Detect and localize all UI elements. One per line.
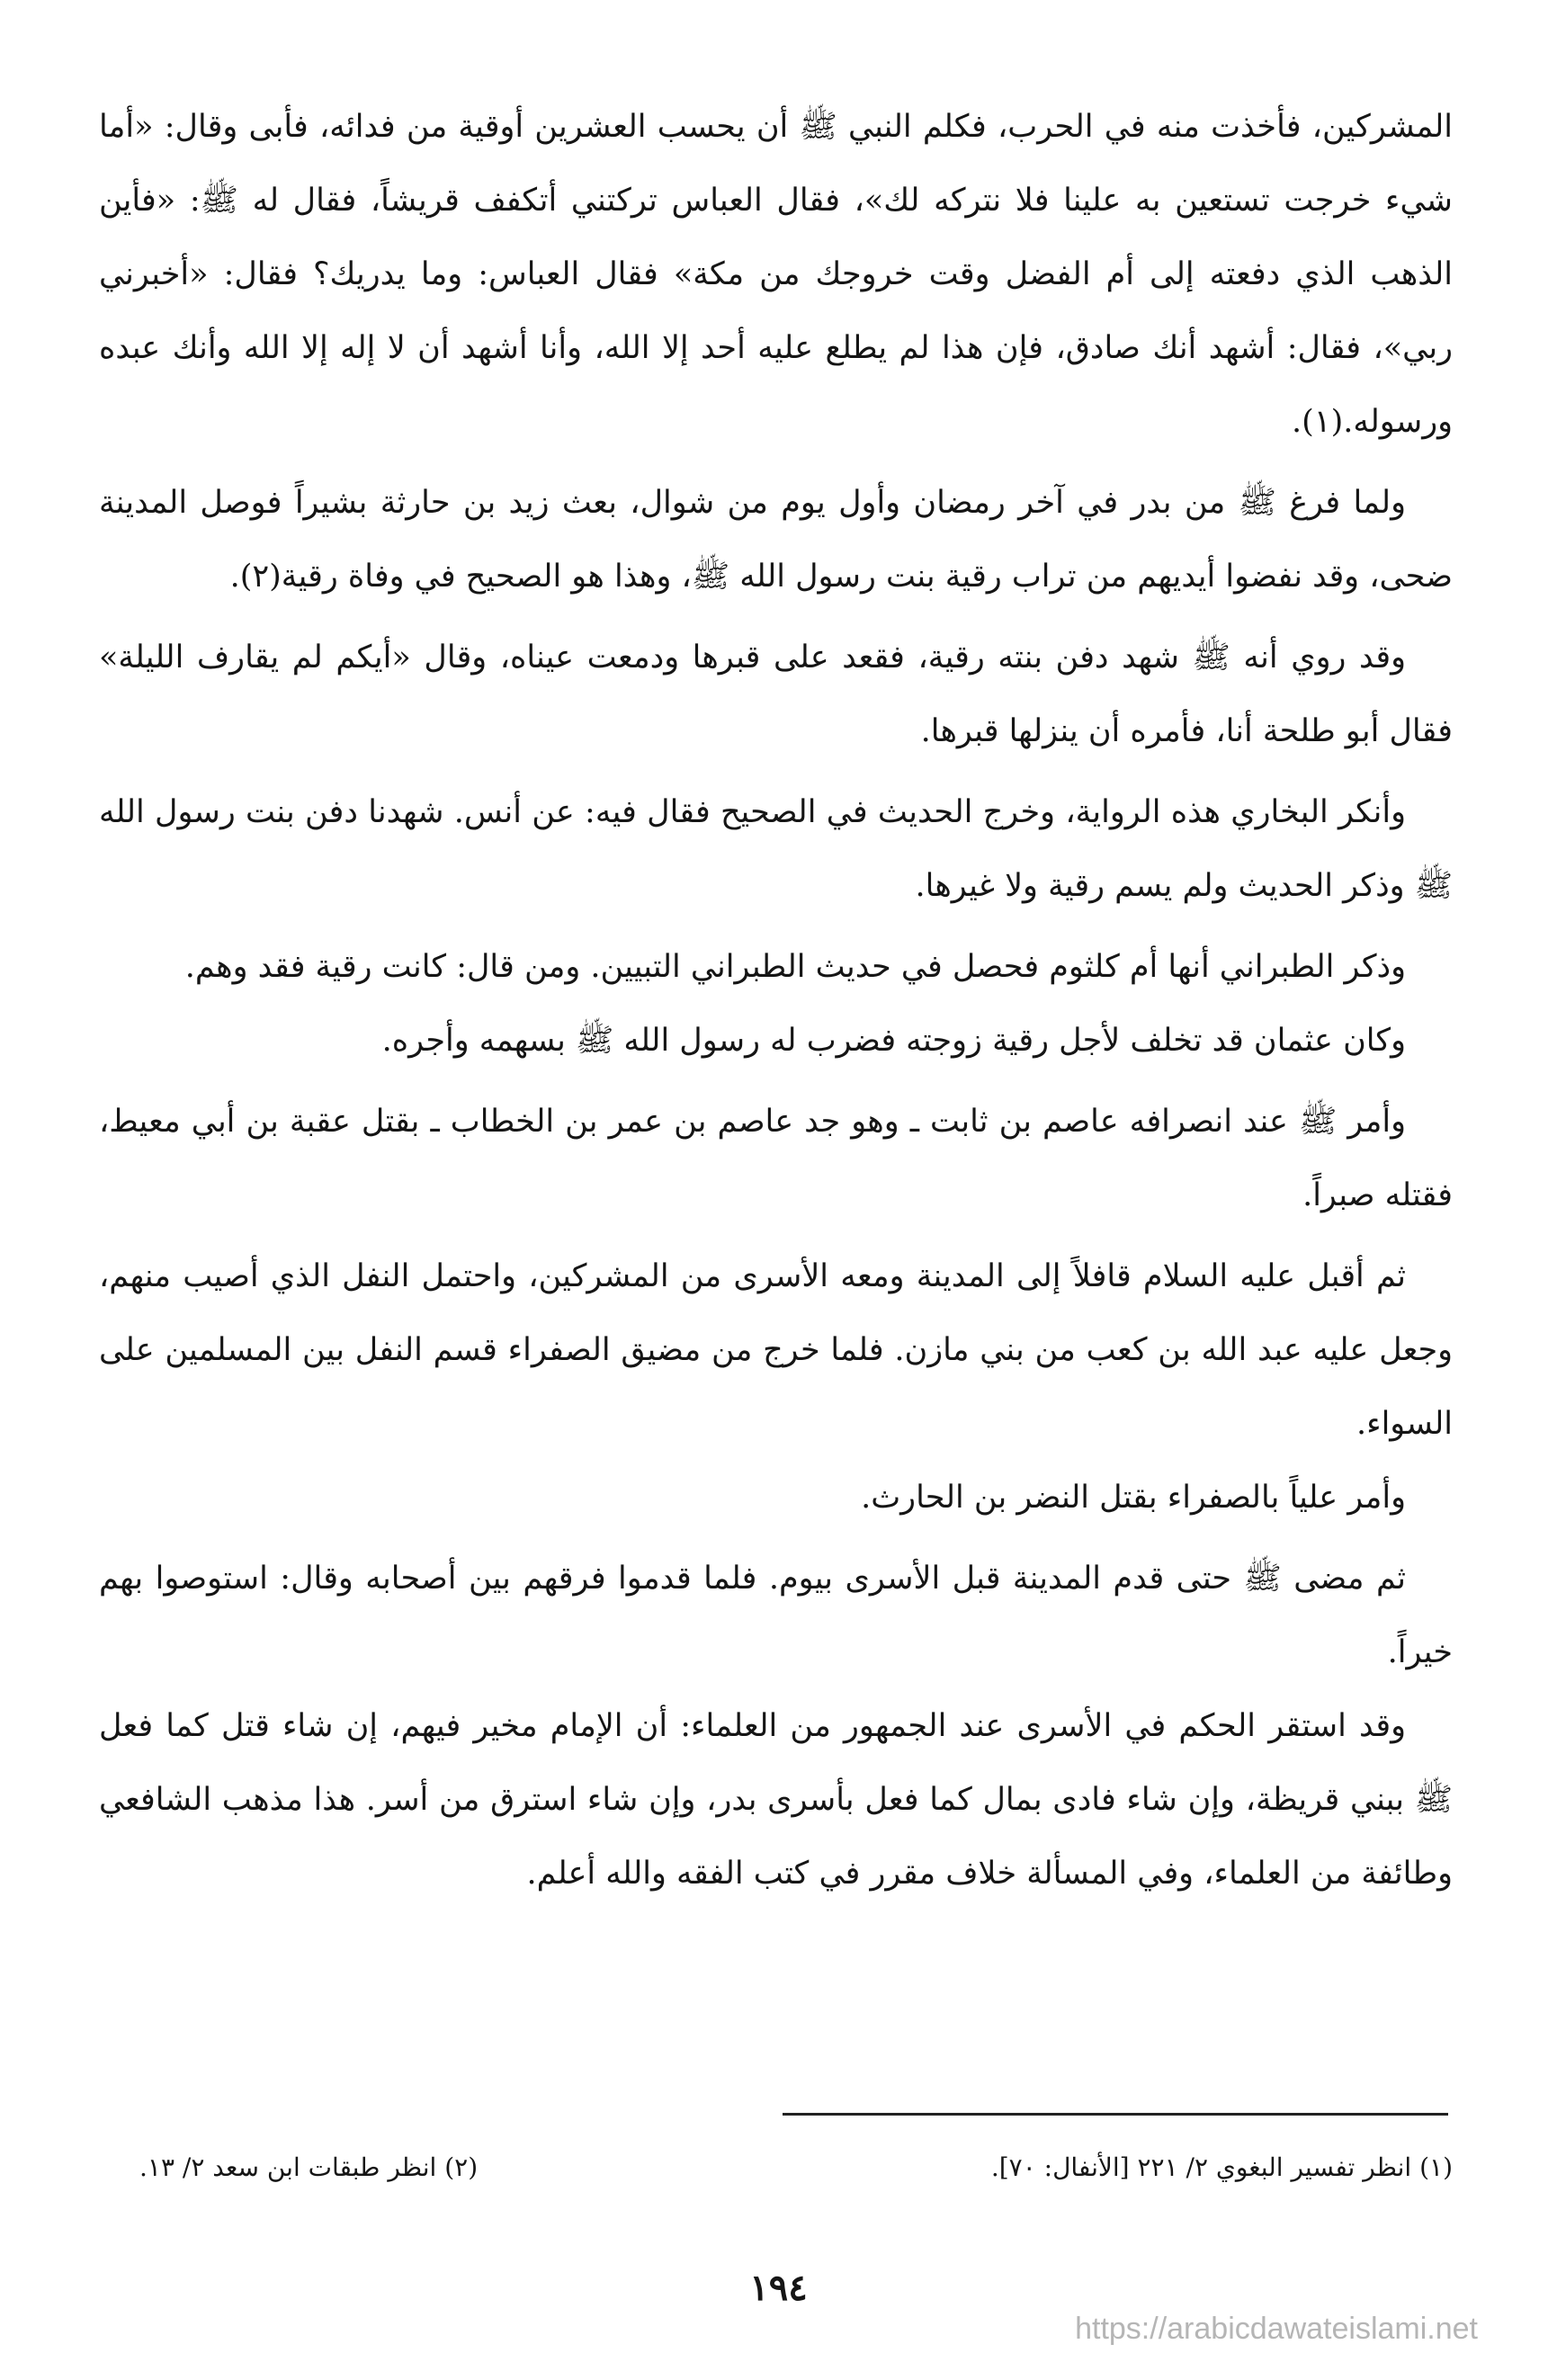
paragraph-return-medina: ثم أقبل عليه السلام قافلاً إلى المدينة ومعه الأسرى من المشركين، واحتمل النفل الذي أصيب منهم، وجعل عليه عبد الله بن كعب من بني مازن. فلما خرج من مضيق الصفراء قسم النفل بين المسلمين على السواء. [99, 1258, 1453, 1442]
paragraph-zayd-news: ولما فرغ ﷺ من بدر في آخر رمضان وأول يوم من شوال، بعث زيد بن حارثة بشيراً فوصل المدينة ضحى، وقد نفضوا أيديهم من تراب رقية بنت رسول الله ﷺ، وهذا هو الصحيح في وفاة رقية(٢). [99, 485, 1453, 595]
paragraph-uqba: وأمر ﷺ عند انصرافه عاصم بن ثابت ـ وهو جد عاصم بن عمر بن الخطاب ـ بقتل عقبة بن أبي معيط، فقتله صبراً. [99, 1104, 1453, 1213]
paragraph-abbas-ransom: المشركين، فأخذت منه في الحرب، فكلم النبي ﷺ أن يحسب العشرين أوقية من فدائه، فأبى وقال: «أما شيء خرجت تستعين به علينا فلا نتركه لك»، فقال العباس تركتني أتكفف قريشاً، فقال له ﷺ: «فأين الذهب الذي دفعته إلى أم الفضل وقت خروجك من مكة» فقال العباس: وما يدريك؟ فقال: «أخبرني ربي»، فقال: أشهد أنك صادق، فإن هذا لم يطلع عليه أحد إلا الله، وأنا أشهد أن لا إله إلا الله وأنك عبده ورسوله.(١). [99, 109, 1453, 440]
main-text [99, 90, 1453, 1918]
footnote-2: (٢) انظر طبقات ابن سعد ٢/ ١٣. [139, 2152, 479, 2182]
paragraph-ruqayya-burial: وقد روي أنه ﷺ شهد دفن بنته رقية، فقعد على قبرها ودمعت عيناه، وقال «أيكم لم يقارف الليلة» فقال أبو طلحة أنا، فأمره أن ينزلها قبرها. [99, 640, 1453, 749]
paragraph-bukhari-note: وأنكر البخاري هذه الرواية، وخرج الحديث في الصحيح فقال فيه: عن أنس. شهدنا دفن بنت رسول الله ﷺ وذكر الحديث ولم يسم رقية ولا غيرها. [99, 794, 1453, 904]
footnote-1: (١) انظر تفسير البغوي ٢/ ٢٢١ [الأنفال: ٧٠]. [990, 2152, 1453, 2182]
paragraph-tabarani-note: وذكر الطبراني أنها أم كلثوم فحصل في حديث الطبراني التبيين. ومن قال: كانت رقية فقد وهم. [184, 949, 1406, 985]
footnote-divider [783, 2113, 1448, 2116]
footnotes [99, 2145, 1453, 2190]
paragraph-nadr: وأمر علياً بالصفراء بقتل النضر بن الحارث. [861, 1480, 1406, 1516]
paragraph-captives-arrival: ثم مضى ﷺ حتى قدم المدينة قبل الأسرى بيوم. فلما قدموا فرقهم بين أصحابه وقال: استوصوا بهم خيراً. [99, 1561, 1453, 1670]
paragraph-uthman: وكان عثمان قد تخلف لأجل رقية زوجته فضرب له رسول الله ﷺ بسهمه وأجره. [381, 1023, 1406, 1059]
paragraph-captives-ruling: وقد استقر الحكم في الأسرى عند الجمهور من العلماء: أن الإمام مخير فيهم، إن شاء قتل كما فعل ﷺ ببني قريظة، وإن شاء فادى بمال كما فعل بأسرى بدر، وإن شاء استرق من أسر. هذا مذهب الشافعي وطائفة من العلماء، وفي المسألة خلاف مقرر في كتب الفقه والله أعلم. [99, 1708, 1453, 1892]
watermark-url: https://arabicdawateislami.net [1075, 2312, 1478, 2346]
page-number: ١٩٤ [749, 2267, 808, 2309]
